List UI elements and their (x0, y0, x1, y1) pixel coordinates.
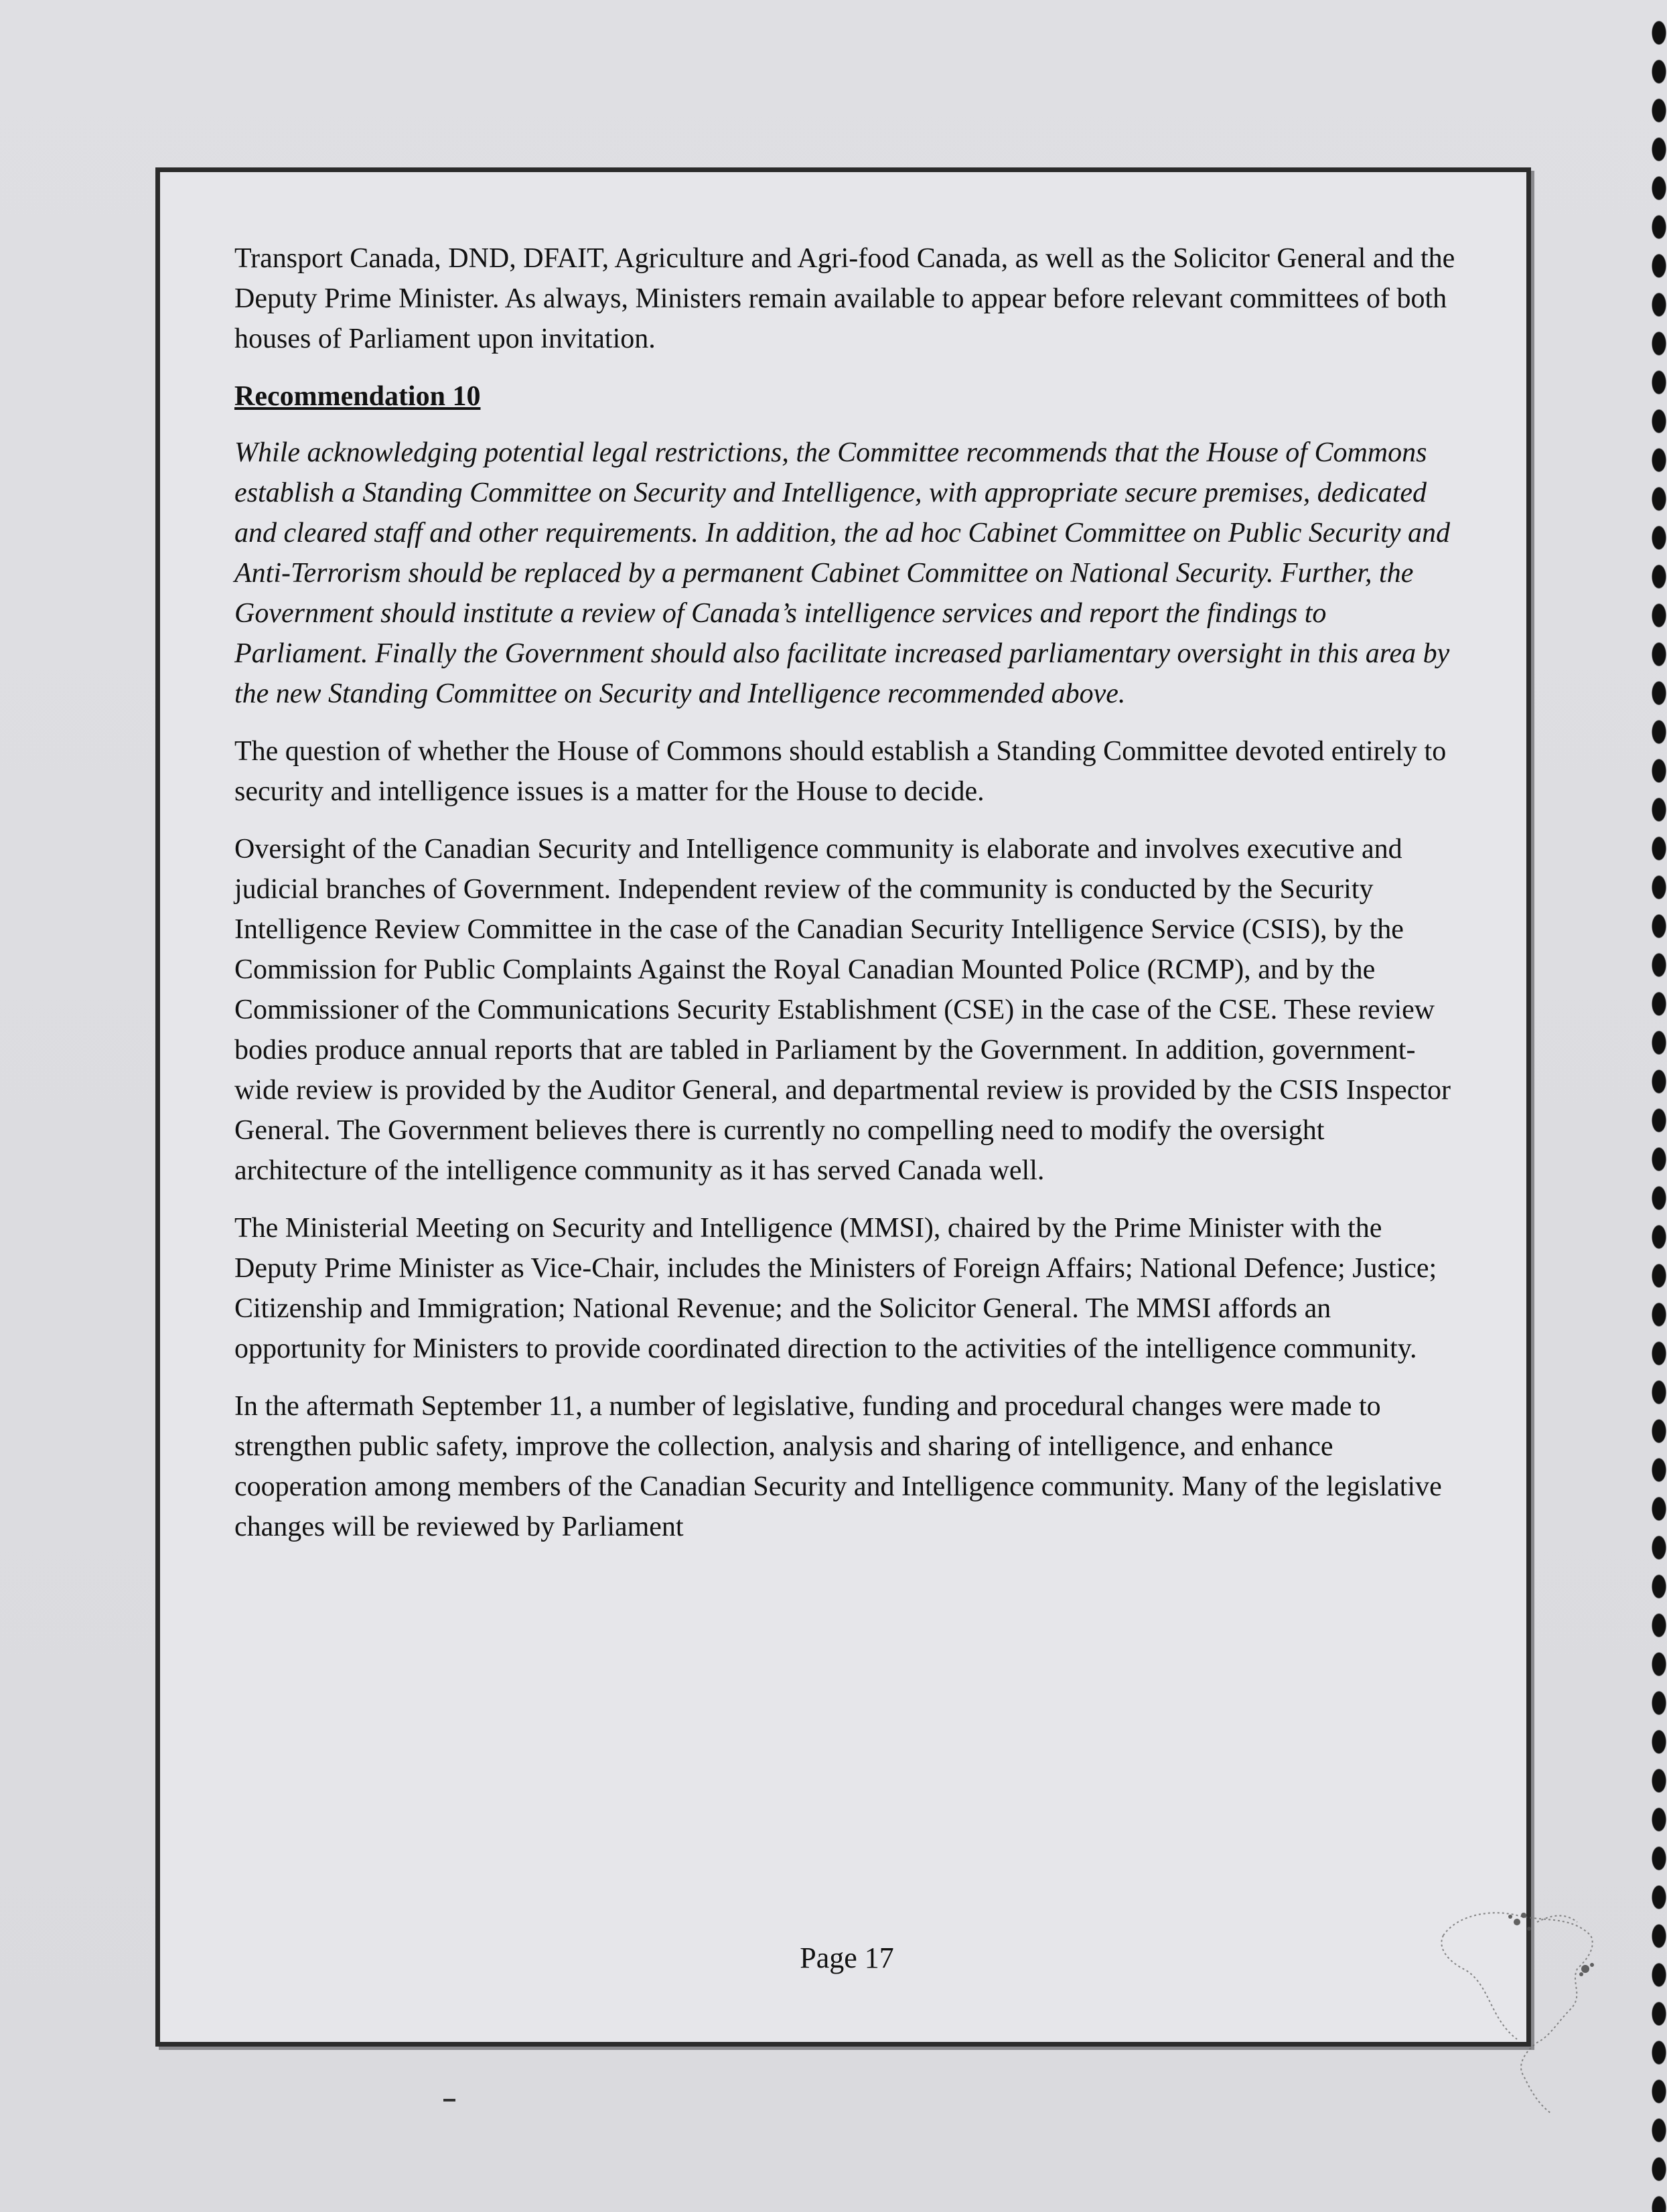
response-paragraph-4: In the aftermath September 11, a number of legislative, funding and procedural changes were made to strengthen public safety, improve the collection, analysis and sharing of intelligence, and enhance cooperation among members of the Canadian Security and Intelligence community. Many of the legislative changes will be reviewed by Parliament (234, 1391, 1442, 1542)
page-number: Page 17 (800, 1941, 894, 1974)
spiral-binding-icon (1644, 13, 1667, 2212)
recommendation-text: While acknowledging potential legal restrictions, the Committee recommends that the House of Commons establish a Standing Committee on Security and Intelligence, with appropriate secure premises, dedicated and cleared staff and other requirements. In addition, the ad hoc Cabinet Committee on Public Security and Anti-Terrorism should be replaced by a permanent Cabinet Committee on National Security. Further, the Government should institute a review of Canada’s intelligence services and report the findings to Parliament. Finally the Government should also facilitate increased parliamentary oversight in this area by the new Standing Committee on Security and Intelligence recommended above. (234, 437, 1451, 709)
intro-paragraph: Transport Canada, DND, DFAIT, Agriculture and Agri-food Canada, as well as the Solicitor General and the Deputy Prime Minister. As always, Ministers remain available to appear before relevant committees of both houses of Parliament upon invitation. (234, 243, 1455, 354)
north-america-map-icon (1417, 1895, 1631, 2123)
document-body (234, 238, 1460, 1564)
response-paragraph-3: The Ministerial Meeting on Security and Intelligence (MMSI), chaired by the Prime Minister with the Deputy Prime Minister as Vice-Chair, includes the Ministers of Foreign Affairs; National Defence; Justice; Citizenship and Immigration; National Revenue; and the Solicitor General. The MMSI affords an opportunity for Ministers to provide coordinated direction to the activities of the intelligence community. (234, 1213, 1437, 1364)
response-paragraph-1: The question of whether the House of Commons should establish a Standing Committee devoted entirely to security and intelligence issues is a matter for the House to decide. (234, 736, 1447, 807)
response-paragraph-2: Oversight of the Canadian Security and Intelligence community is elaborate and involves executive and judicial branches of Government. Independent review of the community is conducted by the Security Intelligence Review Committee in the case of the Canadian Security Intelligence Service (CSIS), by the Commission for Public Complaints Against the Royal Canadian Mounted Police (RCMP), and by the Commissioner of the Communications Security Establishment (CSE) in the case of the CSE. These review bodies produce annual reports that are tabled in Parliament by the Government. In addition, government-wide review is provided by the Auditor General, and departmental review is provided by the CSIS Inspector General. The Government believes there is currently no compelling need to modify the oversight architecture of the intelligence community as it has served Canada well. (234, 834, 1451, 1186)
scan-mark (443, 2099, 455, 2102)
recommendation-heading: Recommendation 10 (234, 381, 481, 412)
